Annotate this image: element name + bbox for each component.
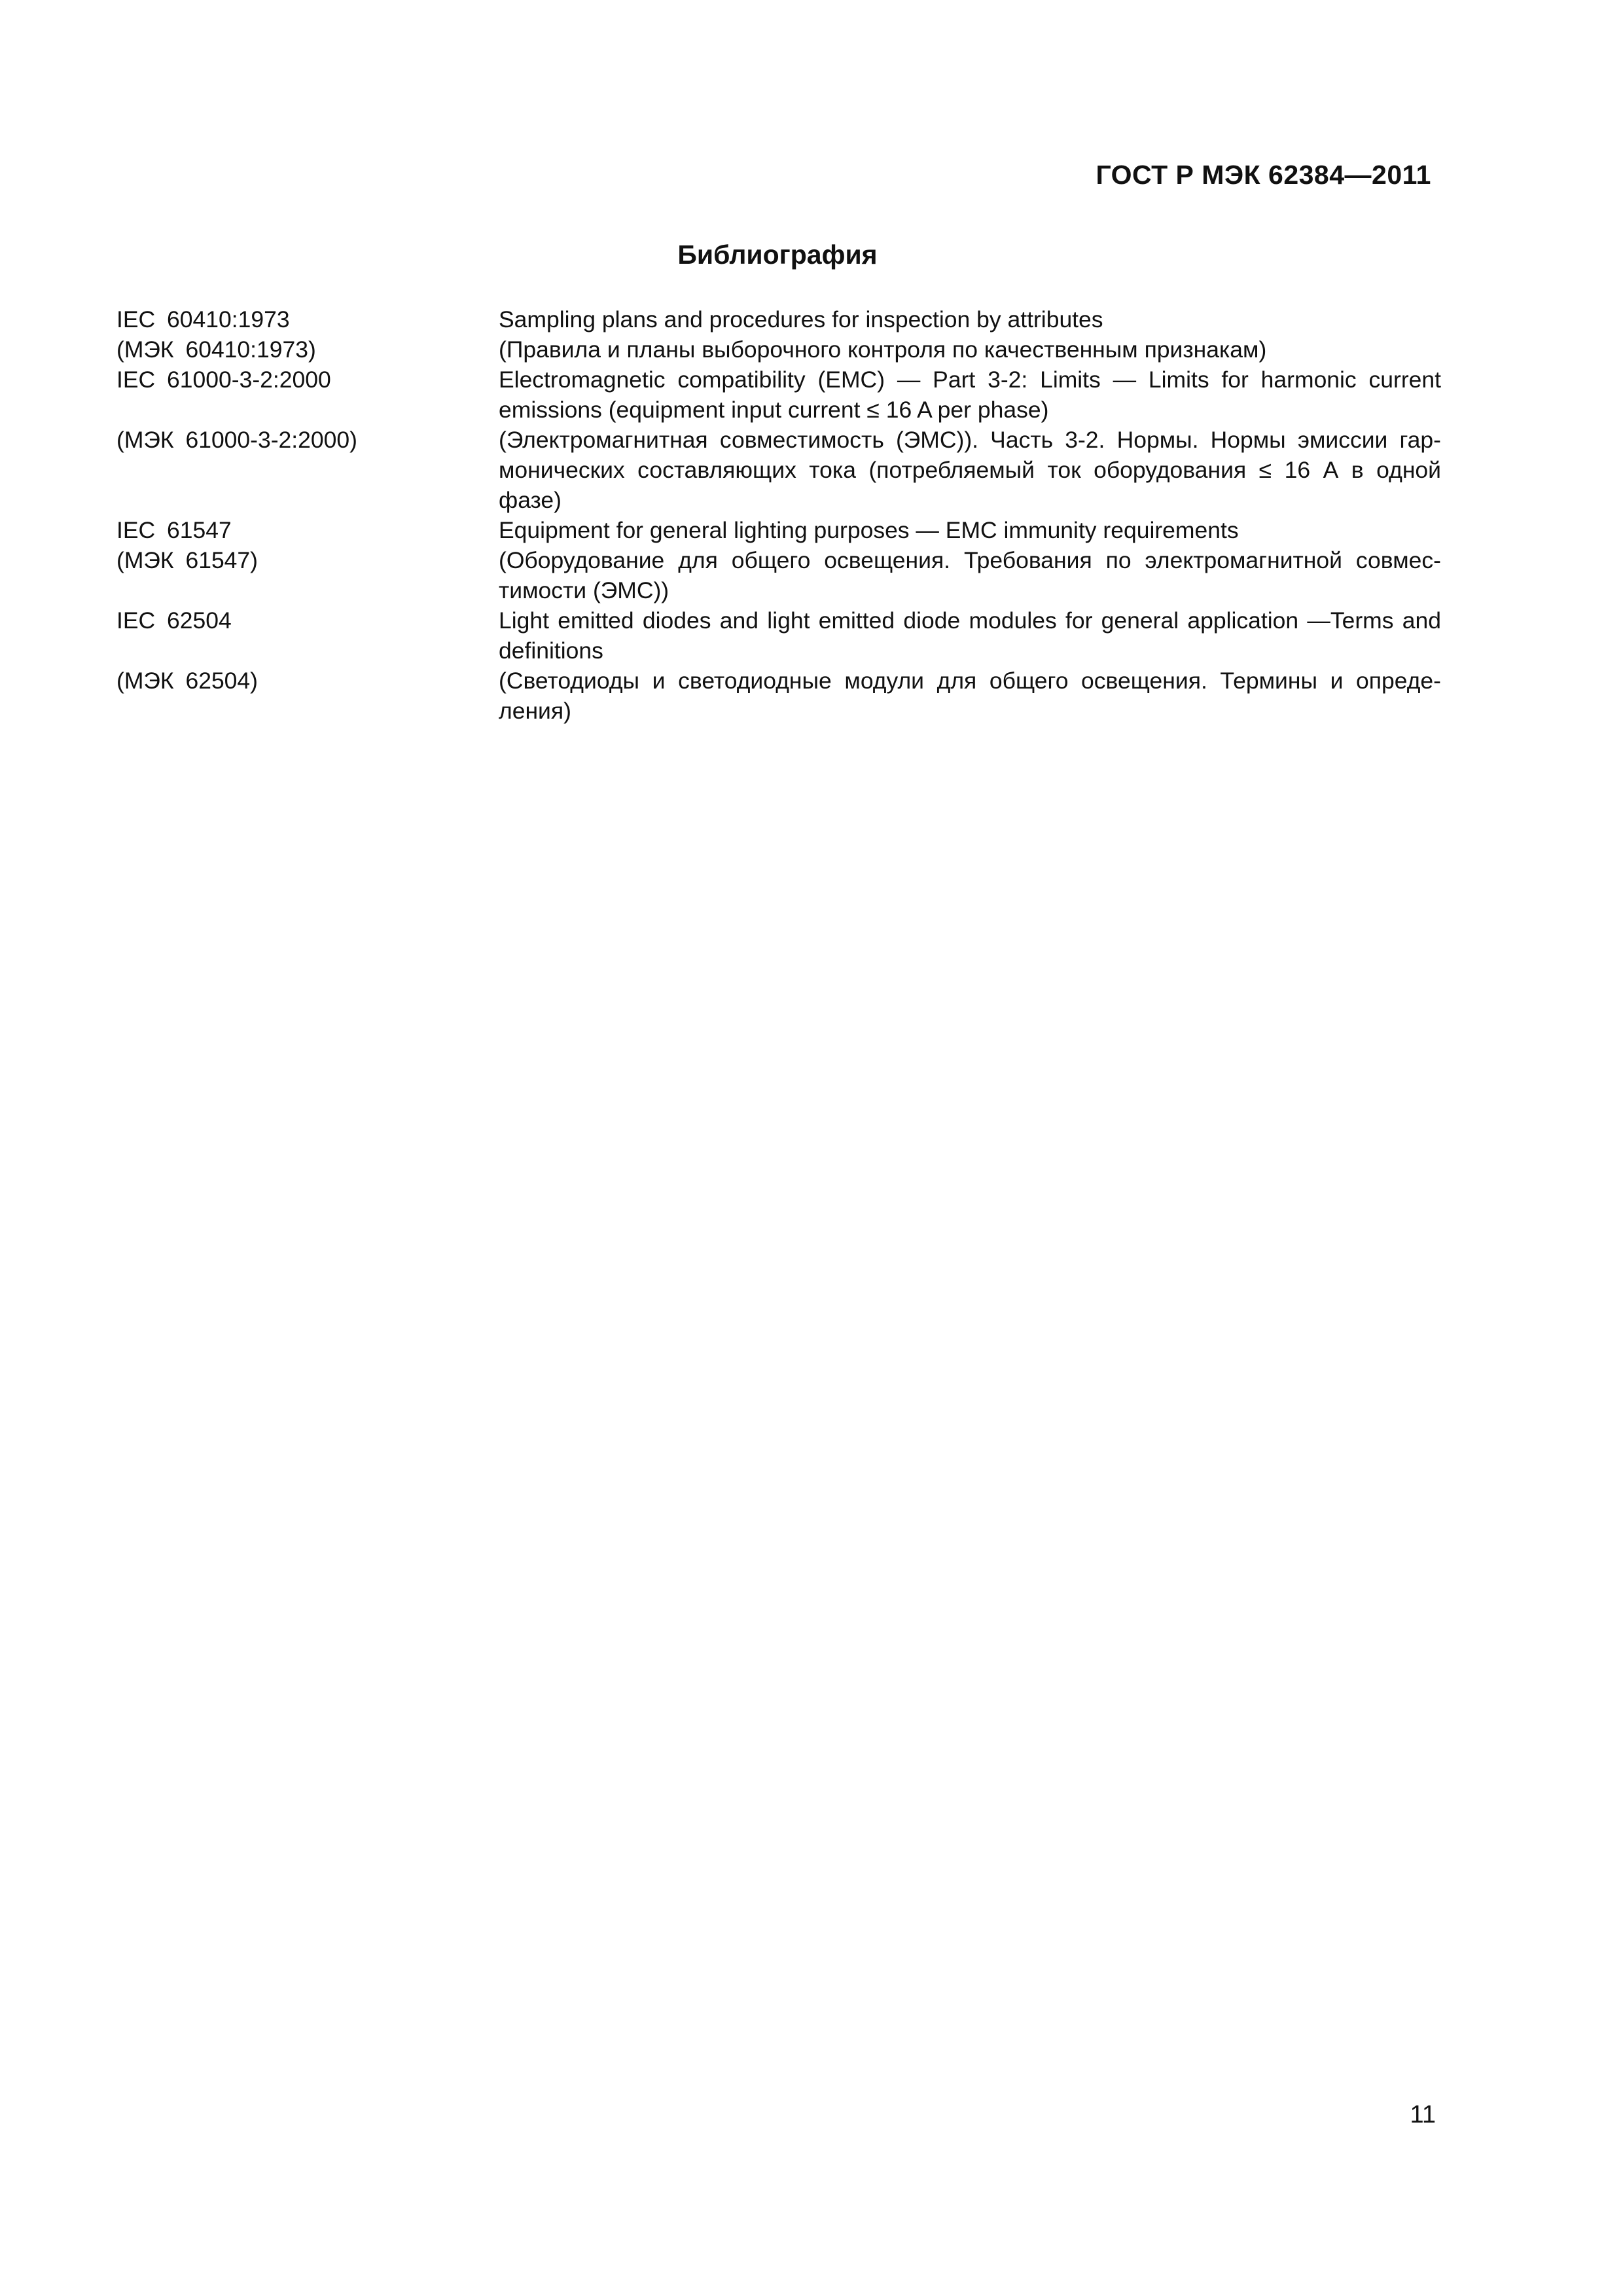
- page-title: Библиография: [677, 240, 878, 270]
- bibliography-title: Electromagnetic compatibility (EMC) — Part 3-2: Limits — Limits for harmonic current emissions (equipment input current ≤ 16 A per phase): [499, 367, 1441, 423]
- bibliography-row: [116, 304, 1441, 334]
- bibliography-title: Light emitted diodes and light emitted diode modules for general application —Terms and definitions: [499, 607, 1441, 664]
- bibliography-row: [116, 545, 1441, 605]
- bibliography-row: [116, 666, 1441, 726]
- page-number: 11: [1410, 2101, 1436, 2128]
- bibliography-ref: (МЭК 60410:1973): [116, 336, 316, 363]
- bibliography-title: (Электромагнитная совместимость (ЭМС)). Часть 3-2. Нормы. Нормы эмиссии гармонических составляющих тока (потребляемый ток оборудования ≤ 16 А в одной фазе): [499, 427, 1441, 513]
- bibliography-row: [116, 425, 1441, 515]
- bibliography-title: (Правила и планы выборочного контроля по качественным признакам): [499, 336, 1267, 363]
- bibliography-ref: IEC 60410:1973: [116, 306, 290, 332]
- standard-code: ГОСТ Р МЭК 62384—2011: [1096, 160, 1431, 190]
- bibliography-ref: (МЭК 61547): [116, 547, 258, 573]
- bibliography-ref: IEC 62504: [116, 607, 232, 634]
- bibliography-title: (Оборудование для общего освещения. Требования по электромагнитной совместимости (ЭМС)): [499, 547, 1441, 603]
- bibliography-title: Equipment for general lighting purposes — EMC immunity requirements: [499, 517, 1239, 543]
- bibliography-title: (Светодиоды и светодиодные модули для общего освещения. Термины и определения): [499, 668, 1441, 724]
- bibliography-row: [116, 334, 1441, 365]
- bibliography-title: Sampling plans and procedures for inspection by attributes: [499, 306, 1103, 332]
- bibliography-table: [116, 304, 1441, 726]
- bibliography-ref: IEC 61000-3-2:2000: [116, 367, 331, 393]
- bibliography-ref: (МЭК 61000-3-2:2000): [116, 427, 357, 453]
- bibliography-ref: IEC 61547: [116, 517, 232, 543]
- bibliography-ref: (МЭК 62504): [116, 668, 258, 694]
- bibliography-row: [116, 515, 1441, 545]
- bibliography-row: [116, 605, 1441, 666]
- bibliography-row: [116, 365, 1441, 425]
